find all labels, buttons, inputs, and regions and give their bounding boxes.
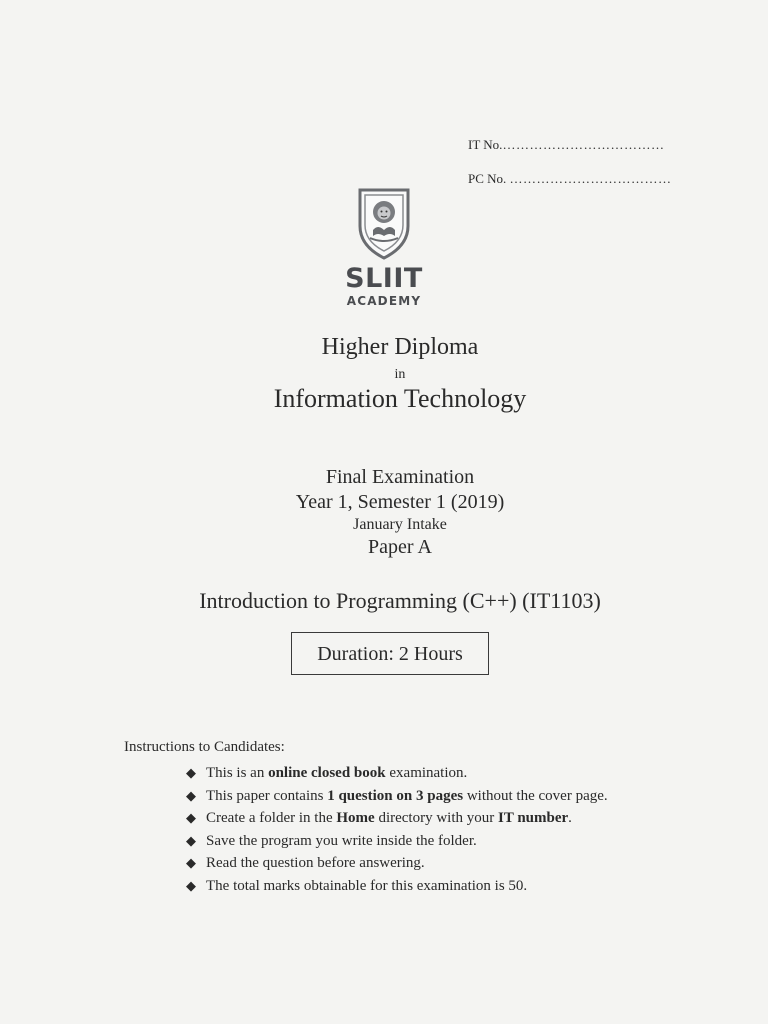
logo-subtitle: ACADEMY bbox=[346, 294, 422, 308]
logo-name: SLIIT bbox=[345, 263, 423, 294]
exam-intake: January Intake bbox=[353, 516, 447, 533]
list-item: ◆ Create a folder in the Home directory with your IT number. bbox=[186, 807, 608, 830]
diamond-bullet-icon: ◆ bbox=[186, 855, 196, 870]
exam-type: Final Examination bbox=[325, 466, 475, 488]
it-no-dotted-line: ……………………………… bbox=[502, 137, 665, 152]
list-item: ◆ This is an online closed book examination. bbox=[186, 762, 608, 785]
it-no-field[interactable] bbox=[468, 136, 672, 170]
list-item: ◆ This paper contains 1 question on 3 pages without the cover page. bbox=[186, 785, 608, 808]
list-item: ◆ Save the program you write inside the folder. bbox=[186, 830, 608, 853]
institution-logo bbox=[0, 186, 768, 308]
lion-shield-crest-icon bbox=[356, 186, 412, 260]
program-in: in bbox=[394, 367, 406, 382]
pc-no-dotted-line: ……………………………… bbox=[509, 171, 672, 186]
diamond-bullet-icon: ◆ bbox=[186, 810, 196, 825]
diamond-bullet-icon: ◆ bbox=[186, 765, 196, 780]
program-field: Information Technology bbox=[273, 384, 527, 413]
list-item: ◆ Read the question before answering. bbox=[186, 852, 608, 875]
diamond-bullet-icon: ◆ bbox=[186, 877, 196, 893]
pc-no-label: PC No. bbox=[468, 171, 507, 186]
instructions-heading: Instructions to Candidates: bbox=[124, 739, 285, 755]
exam-year-semester: Year 1, Semester 1 (2019) bbox=[295, 491, 505, 513]
list-item: ◆ The total marks obtainable for this examination is 50. bbox=[186, 875, 608, 898]
instructions-list bbox=[186, 762, 608, 897]
exam-paper: Paper A bbox=[368, 536, 432, 558]
program-title: Higher Diploma bbox=[321, 334, 479, 360]
diamond-bullet-icon: ◆ bbox=[186, 787, 196, 803]
diamond-bullet-icon: ◆ bbox=[186, 832, 196, 848]
it-no-label: IT No. bbox=[468, 137, 503, 152]
duration-box: Duration: 2 Hours bbox=[291, 632, 489, 675]
course-title: Introduction to Programming (C++) (IT1103) bbox=[199, 588, 601, 613]
